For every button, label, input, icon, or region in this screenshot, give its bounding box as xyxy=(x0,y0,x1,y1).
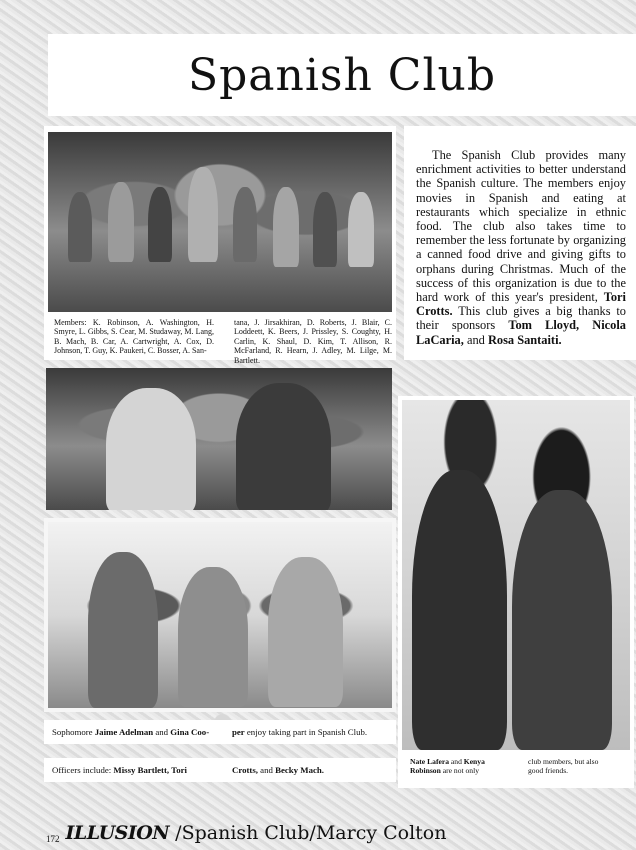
couple-caption-name1: Nate Lafera xyxy=(410,757,450,766)
officers-caption-names1: Missy Bartlett, Tori xyxy=(113,765,187,775)
officers-caption-text-a: Officers include: xyxy=(52,765,114,775)
couple-caption-name2: Kenya Robinson xyxy=(410,757,485,775)
page-footer xyxy=(46,810,446,844)
girls-caption-text-c: enjoy taking part in Spanish Club. xyxy=(244,727,368,737)
page-title-banner xyxy=(48,34,636,116)
couple-caption-text-a: and xyxy=(449,757,464,766)
officers-caption-box xyxy=(44,758,396,782)
intro-text-panel xyxy=(404,126,636,360)
group-caption-col1: Members: K. Robinson, A. Washington, H. Smyre, L. Gibbs, S. Cear, M. Studaway, M. Lang, B. Mach, B. Car, A. Cartwright, A. Cox, D. Johnson, T. Guy, K. Paukeri, C. Bosser, A. San- xyxy=(54,318,214,356)
girls-caption-name2a: Gina Coo- xyxy=(170,727,210,737)
couple-caption-left xyxy=(410,758,510,775)
yearbook-logo: ILLUSION xyxy=(65,822,170,844)
officers-caption-right xyxy=(232,765,324,775)
officers-photo xyxy=(48,522,392,708)
group-photo xyxy=(48,132,392,312)
intro-paragraph xyxy=(416,148,626,347)
intro-text-b: This club gives a big thanks to their sponsors xyxy=(416,304,626,333)
intro-text-c: and xyxy=(463,332,488,347)
sponsor-names: Tom Lloyd, Nicola LaCaria, xyxy=(416,318,626,347)
officers-caption-names2: Crotts, xyxy=(232,765,258,775)
officers-caption-text-b: and xyxy=(257,765,276,775)
girls-caption-name2b: per xyxy=(232,727,245,737)
footer-section-title: /Spanish Club/Marcy Colton xyxy=(175,822,447,844)
girls-photo xyxy=(46,368,392,510)
group-photo-panel xyxy=(44,126,396,365)
president-name: Tori Crotts. xyxy=(416,290,626,319)
girls-caption-left xyxy=(52,727,209,737)
girls-caption-text-b: and xyxy=(153,727,171,737)
girls-caption-name1: Jaime Adelman xyxy=(94,727,154,737)
girls-caption-box xyxy=(44,720,396,744)
girls-caption-text-a: Sophomore xyxy=(52,727,95,737)
couple-caption-right: club members, but also good friends. xyxy=(528,757,599,775)
intro-text-a: The Spanish Club provides many enrichment activities to better understand the Spanish culture. The members enjoy movies in Spanish and eating at restaurants which specialize in ethnic food. The club also takes time to remember the less fortunate by organizing a canned food drive and giving gifts to orphans during Christmas. Much of the success of this organization is due to the hard work of this year's president, xyxy=(416,148,626,305)
officers-photo-panel xyxy=(44,518,396,712)
page-title: Spanish Club xyxy=(187,49,497,101)
group-caption-col2: tana, J. Jirsakhiran, D. Roberts, J. Blair, C. Loddeett, K. Beers, J. Prissley, S. Coughty, H. Carlin, K. Shaul, D. Kim, T. Allison, R. McFarland, R. Hearn, J. Adley, M. Lilge, M. Bartlett. xyxy=(234,318,392,365)
sponsor-last-name: Rosa Santaiti. xyxy=(487,332,562,347)
couple-caption-text-b: are not only xyxy=(440,765,479,775)
couple-photo xyxy=(402,400,630,750)
officers-caption-left xyxy=(52,765,187,775)
girls-caption-right xyxy=(232,727,367,737)
officers-caption-names3: Becky Mach. xyxy=(275,765,324,775)
page-number: 172 xyxy=(46,834,60,844)
couple-photo-panel xyxy=(398,396,634,788)
